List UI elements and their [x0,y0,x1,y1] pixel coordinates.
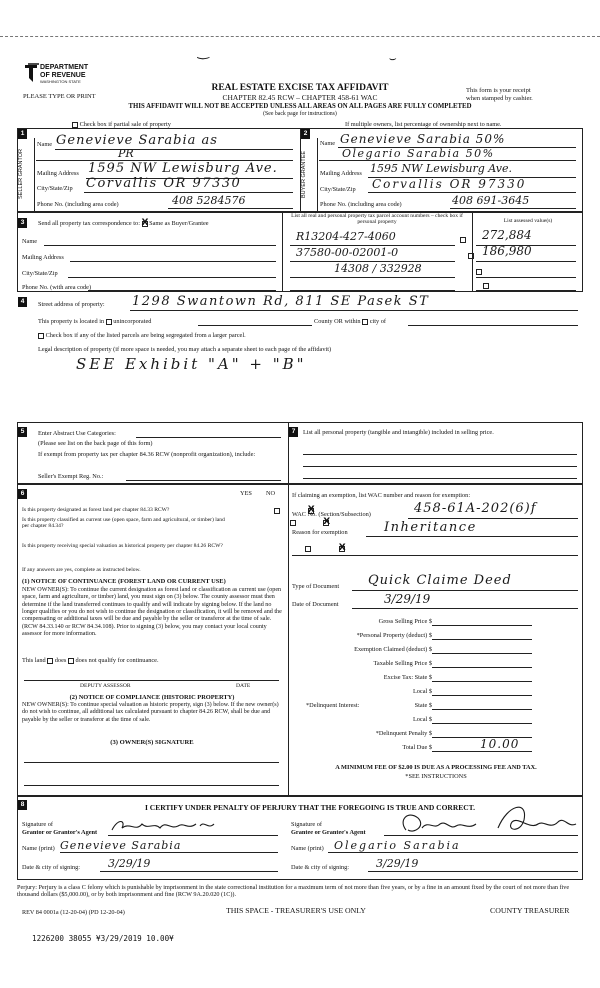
agency-line2: OF REVENUE [40,72,86,79]
seller-mailing-value[interactable]: 1595 NW Lewisburg Ave. [88,161,278,176]
parcel-personal-checkbox[interactable] [460,237,466,243]
personal-property-deduct-label: *Personal Property (deduct) $ [356,632,432,639]
parcel-assessed-value[interactable]: 272,884 [482,228,532,242]
buyer-name-value2[interactable]: Olegario Sarabia 50% [342,147,495,160]
no-header: NO [266,490,276,497]
grantor-signature[interactable] [108,816,228,836]
local-tax-label: Local $ [412,688,432,695]
pen-mark: ⌣ [388,51,396,65]
forest-yes-checkbox[interactable] [274,508,280,514]
form-subtitle: CHAPTER 82.45 RCW – CHAPTER 458-61 WAC [222,93,378,102]
buyer-mailing-label: Mailing Address [320,170,362,177]
taxable-price-label: Taxable Selling Price $ [373,660,432,667]
same-as-buyer-checkbox[interactable] [142,221,148,227]
excise-state-label: Excise Tax: State $ [383,674,432,681]
grantee-date-label: Date & city of signing: [291,864,350,871]
segregated-line: Check box if any of the listed parcels are being segregated from a larger parcel. [38,332,246,339]
parcel-number[interactable]: R13204-427-4060 [296,230,396,243]
section-2-number: 2 [301,129,310,139]
doc-type-label: Type of Document [292,583,340,590]
buyer-phone-label: Phone No. (including area code) [320,201,402,208]
exemption-claimed-label: Exemption Claimed (deduct) $ [354,646,432,653]
notice-continuance-title: (1) NOTICE OF CONTINUANCE (FOREST LAND OR CURRENT USE) [22,578,226,585]
buyer-name-value[interactable]: Genevieve Sarabia 50% [340,132,506,146]
agency-line3: WASHINGTON STATE [40,79,81,84]
within-city-checkbox[interactable] [362,319,368,325]
grantor-date[interactable]: 3/29/19 [108,857,151,870]
wac-label: WAC No. (Section/Subsection) [292,511,371,518]
grantor-sig-label2: Grantor or Grantor's Agent [22,829,98,836]
historic-yes-checkbox[interactable] [305,546,311,552]
parcels-header: List all real and personal property tax parcel account numbers – check box if personal property [291,213,463,226]
partial-sale: Check box if partial sale of property [72,121,171,128]
question-forest: Is this property designated as forest land per chapter 84.33 RCW? [22,507,170,513]
seller-name-value[interactable]: Genevieve Sarabia as [56,133,218,148]
corr-mailing-label: Mailing Address [22,254,64,261]
seller-city-value[interactable]: Corvallis OR 97330 [86,176,242,191]
buyer-grantee-label: BUYER GRANTEE [301,150,307,198]
grantee-sig-label2: Grantee or Grantee's Agent [291,829,366,836]
does-not-checkbox[interactable] [68,658,74,664]
deputy-assessor-label: DEPUTY ASSESSOR [80,683,131,689]
top-cut-line [0,36,600,37]
cashier-stamp: 1226200 38055 ¥3/29/2019 10.00¥ [32,934,174,943]
located-in: This property is located in unincorporated [38,318,152,325]
this-land-line: This land does does not qualify for continuance. [22,657,159,664]
doc-date-value[interactable]: 3/29/19 [384,592,431,606]
grantor-date-label: Date & city of signing: [22,864,81,871]
segregated-checkbox[interactable] [38,333,44,339]
grantee-name-print-label: Name (print) [291,845,324,852]
dor-logo-icon [23,62,41,84]
grantee-sig-label1: Signature of [291,821,322,828]
partial-sale-checkbox[interactable] [72,122,78,128]
form-title: REAL ESTATE EXCISE TAX AFFIDAVIT [211,83,389,93]
grantor-name-print[interactable]: Genevieve Sarabia [60,839,182,852]
pen-mark: ‿ [198,44,210,60]
treasurer-space: THIS SPACE - TREASURER'S USE ONLY [226,906,366,915]
section-5-number: 5 [18,427,27,437]
buyer-mailing-value[interactable]: 1595 NW Lewisburg Ave. [370,162,512,175]
reason-value[interactable]: Inheritance [384,520,477,535]
abstract-see-list: (Please see list on the back page of this form) [38,440,153,447]
current-use-no-checkbox[interactable] [323,520,329,526]
total-due-value[interactable]: 10.00 [480,737,520,751]
deputy-date-label: DATE [236,683,251,689]
does-checkbox[interactable] [47,658,53,664]
doc-date-label: Date of Document [292,601,339,608]
section-6-number: 6 [18,489,27,499]
certify-statement: I CERTIFY UNDER PENALTY OF PERJURY THAT THE FOREGOING IS TRUE AND CORRECT. [144,803,475,812]
county-or: County OR within city of [314,318,386,325]
corr-name-label: Name [22,238,38,245]
section-7-number: 7 [289,427,298,437]
seller-city-label: City/State/Zip [37,185,73,192]
parcel-personal-checkbox[interactable] [468,253,474,259]
section-3-number: 3 [18,218,27,228]
dor-logo [23,62,103,88]
grantee-date[interactable]: 3/29/19 [376,857,419,870]
parcel-number[interactable]: 37580-00-02001-0 [296,246,399,259]
rev-number: REV 84 0001a (12-20-04) (PD 12-20-04) [22,909,125,916]
multiple-owners-note: If multiple owners, list percentage of ownership next to name. [345,121,502,128]
receipt-line1: This form is your receipt [466,87,531,94]
question-historic: Is this property receiving special valuation as historical property per chapter 84.26 RCW? [22,543,223,549]
section-4-number: 4 [18,297,27,307]
form-warning: THIS AFFIDAVIT WILL NOT BE ACCEPTED UNLESS ALL AREAS ON ALL PAGES ARE FULLY COMPLETED [128,103,472,110]
total-due-label: Total Due $ [402,744,432,751]
abstract-label: Enter Abstract Use Categories: [38,430,116,437]
grantee-signature[interactable] [398,800,580,838]
county-treasurer: COUNTY TREASURER [490,906,570,915]
parcel-assessed-value[interactable]: 186,980 [482,244,532,258]
historic-no-checkbox[interactable] [339,546,345,552]
minimum-fee-note: A MINIMUM FEE OF $2.00 IS DUE AS A PROCESSING FEE AND TAX. [335,764,537,771]
legal-label: Legal description of property (if more space is needed, you may attach a separate sheet to each page of the affidavit) [38,346,332,353]
parcel-personal-checkbox[interactable] [483,283,489,289]
unincorporated-checkbox[interactable] [106,319,112,325]
delinquent-state-label: State $ [414,702,432,709]
delinquent-penalty-label: *Delinquent Penalty $ [375,730,432,737]
question-current-use: Is this property classified as current use (open space, farm and agricultural, or timber) land per chapter 84.34? [22,517,225,530]
doc-type-value[interactable]: Quick Claime Deed [368,573,512,588]
buyer-city-label: City/State/Zip [320,186,356,193]
perjury-note: Perjury: Perjury is a class C felony which is punishable by imprisonment in the state correctional institution for a maximum term of not more than five years, or by a fine in an amount fixed by the court of not more than five thousand dollars ($5,000.00), or by both imprisonment and fine (RCW 9A.20.020 (1C)). [17,884,570,899]
wac-value[interactable]: 458-61A-202(6)f [414,501,537,516]
see-back: (See back page for instructions) [263,111,337,117]
buyer-phone-value[interactable]: 408 691-3645 [452,194,530,207]
receipt-line2: when stamped by cashier. [466,95,533,102]
corr-city-label: City/State/Zip [22,270,58,277]
grantee-name-print[interactable]: Olegario Sarabia [334,839,461,852]
section-1-number: 1 [18,129,27,139]
seller-mailing-label: Mailing Address [37,170,79,177]
delinquent-local-label: Local $ [412,716,432,723]
agency-line1: DEPARTMENT [40,64,89,71]
seller-exempt-label: Seller's Exempt Reg. No.: [38,473,104,480]
parcel-personal-checkbox[interactable] [476,269,482,275]
seller-name-value2[interactable]: PR [118,147,134,160]
delinquent-interest-label: *Delinquent Interest: [306,702,360,709]
if-yes-note: If any answers are yes, complete as instructed below. [22,567,141,573]
buyer-name-label: Name [320,140,336,147]
buyer-city-value[interactable]: Corvallis OR 97330 [372,177,527,191]
reason-label: Reason for exemption [292,529,348,536]
street-value[interactable]: 1298 Swantown Rd, 811 SE Pasek ST [132,294,430,309]
seller-grantor-label: SELLER GRANTOR [18,148,24,200]
notice-compliance-title: (2) NOTICE OF COMPLIANCE (HISTORIC PROPERTY) [69,694,235,701]
personal-property-label: List all personal property (tangible and intangible) included in selling price. [303,429,494,436]
type-or-print: PLEASE TYPE OR PRINT [23,93,96,100]
yes-header: YES [240,490,252,497]
see-instructions: *SEE INSTRUCTIONS [405,773,467,780]
notice-compliance-text: NEW OWNER(S): To continue special valuation as historic property, sign (3) below. If the new owner(s) do not wish to continue, all additional tax calculated pursuant to chapter 84.26 RCW, shall be due and payable by the seller or transferor at the time of sale. [22,702,279,723]
grantor-name-print-label: Name (print) [22,845,55,852]
assessed-header: List assessed value(s) [503,218,553,224]
seller-name-label: Name [37,141,53,148]
parcel-note: 14308 / 332928 [334,262,422,275]
street-label: Street address of property: [38,301,105,308]
seller-phone-value[interactable]: 408 5284576 [172,194,246,207]
seller-phone-label: Phone No. (including area code) [37,201,119,208]
notice-continuance-text: NEW OWNER(S): To continue the current designation as forest land or classification as current use (open space, farm and agriculture, or timber) land, you must sign on (3) below. The county assessor must then determine if the land transferred continues to qualify and will indicate by signing below. If the land no longer qualifies or you do not wish to continue the designation or classification, it will be removed and the compensating or additional taxes will be due and payable by the seller or transferor at the time of sale. (RCW 84.33.140 or RCW 84.34.108). Prior to signing (3) below, you may contact your local county assessor for more information. [22,587,282,637]
grantor-sig-label1: Signature of [22,821,53,828]
corr-phone-label: Phone No. (with area code) [22,284,92,291]
legal-value[interactable]: SEE Exhibit "A" + "B" [76,355,307,373]
section-8-number: 8 [18,800,27,810]
current-use-yes-checkbox[interactable] [290,520,296,526]
abstract-if-exempt: If exempt from property tax per chapter 84.36 RCW (nonprofit organization), include: [38,451,256,458]
exemption-claim-label: If claiming an exemption, list WAC number and reason for exemption: [292,492,471,499]
correspondence-label: Send all property tax correspondence to: X Same as Buyer/Grantee [38,220,209,227]
gross-price-label: Gross Selling Price $ [378,618,432,625]
owner-signature-label: (3) OWNER(S) SIGNATURE [110,739,194,746]
